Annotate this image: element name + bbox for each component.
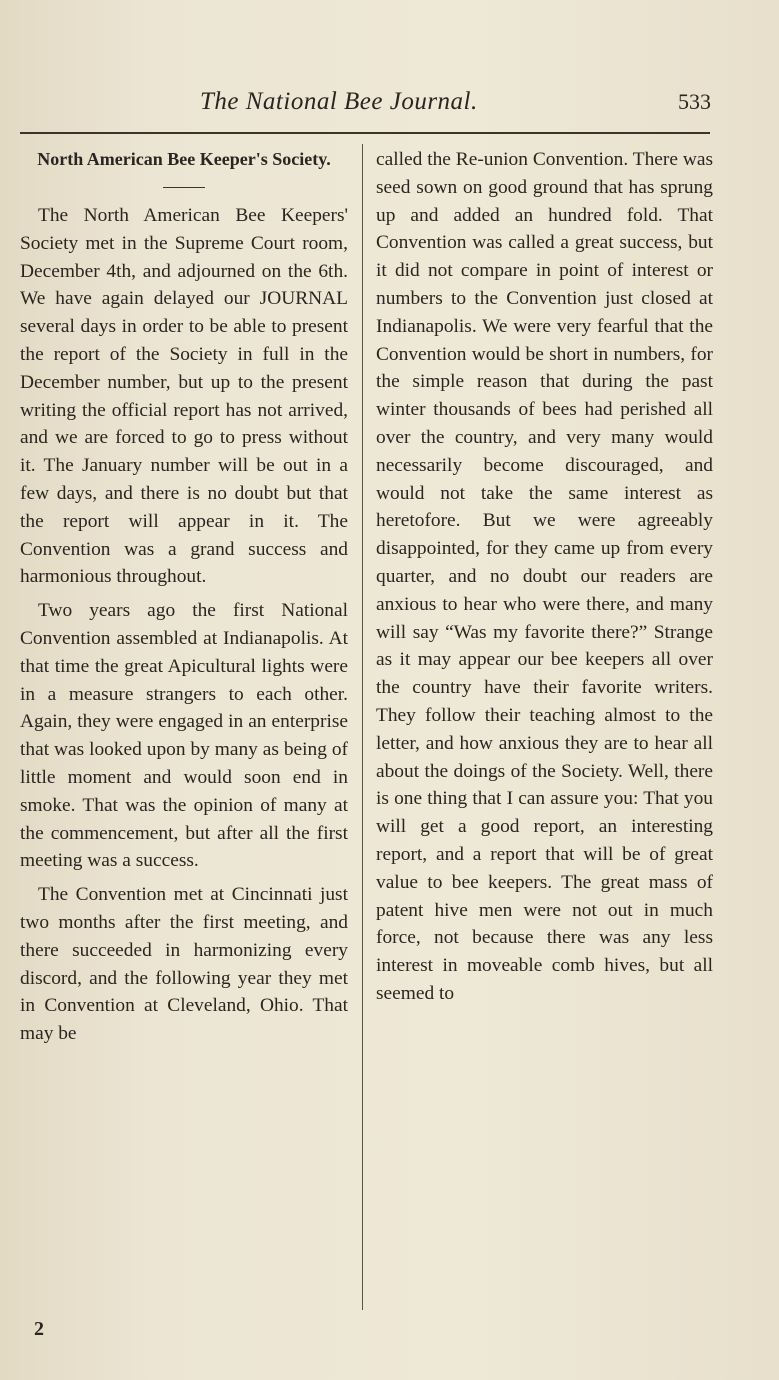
- paragraph: Two years ago the first National Convention assembled at Indianapolis. At that time the great Apicultural lights were in a measure strangers to each other. Again, they were engaged in an enterprise that was looked upon by many as being of little moment and would soon end in smoke. That was the opinion of many at the commencement, but after all the first meeting was a success.: [20, 600, 348, 872]
- left-column: [20, 146, 348, 1054]
- paragraph: The North American Bee Keepers' Society met in the Supreme Court room, December 4th, and adjourned on the 6th. We have again delayed our JOURNAL several days in order to be able to present the report of the Society in full in the December number, but up to the present writing the official report has not arrived, and we are forced to go to press without it. The January number will be out in a few days, and there is no doubt but that the report will appear in it. The Convention was a grand success and harmonious throughout.: [20, 205, 348, 588]
- page-number: 533: [678, 89, 711, 114]
- article-heading: North American Bee Keeper's Society.: [37, 149, 331, 169]
- running-head: [0, 88, 779, 122]
- column-divider: [362, 144, 363, 1310]
- heading-rule: [163, 187, 205, 188]
- paragraph: The Convention met at Cincinnati just two months after the first meeting, and there succeeded in harmonizing every discord, and the following year they met in Convention at Cleveland, Ohio. That may be: [20, 884, 348, 1045]
- header-rule: [20, 132, 710, 134]
- right-column: [376, 146, 713, 1008]
- paragraph-continued: called the Re-union Convention. There was seed sown on good ground that has sprung up and added an hundred fold. That Convention was called a great success, but it did not compare in point of interest or numbers to the Convention just closed at Indianapolis. We were very fearful that the Convention would be short in numbers, for the simple reason that during the past winter thousands of bees had perished all over the country, and very many would necessarily become discouraged, and would not take the same interest as heretofore. But we were agreeably disappointed, for they came up from every quarter, and no doubt our readers are anxious to hear who were there, and many will say “Was my favorite there?” Strange as it may appear our bee keepers all over the country have their favorite writers. They follow their teaching almost to the letter, and how anxious they are to hear all about the doings of the Society. Well, there is one thing that I can assure you: That you will get a good report, an interesting report, and a report that will be of great value to bee keepers. The great mass of patent hive men were not out in much force, not because there was any less interest in moveable comb hives, but all seemed to: [376, 149, 713, 1004]
- signature-mark: 2: [34, 1318, 44, 1340]
- journal-title: The National Bee Journal.: [200, 88, 478, 115]
